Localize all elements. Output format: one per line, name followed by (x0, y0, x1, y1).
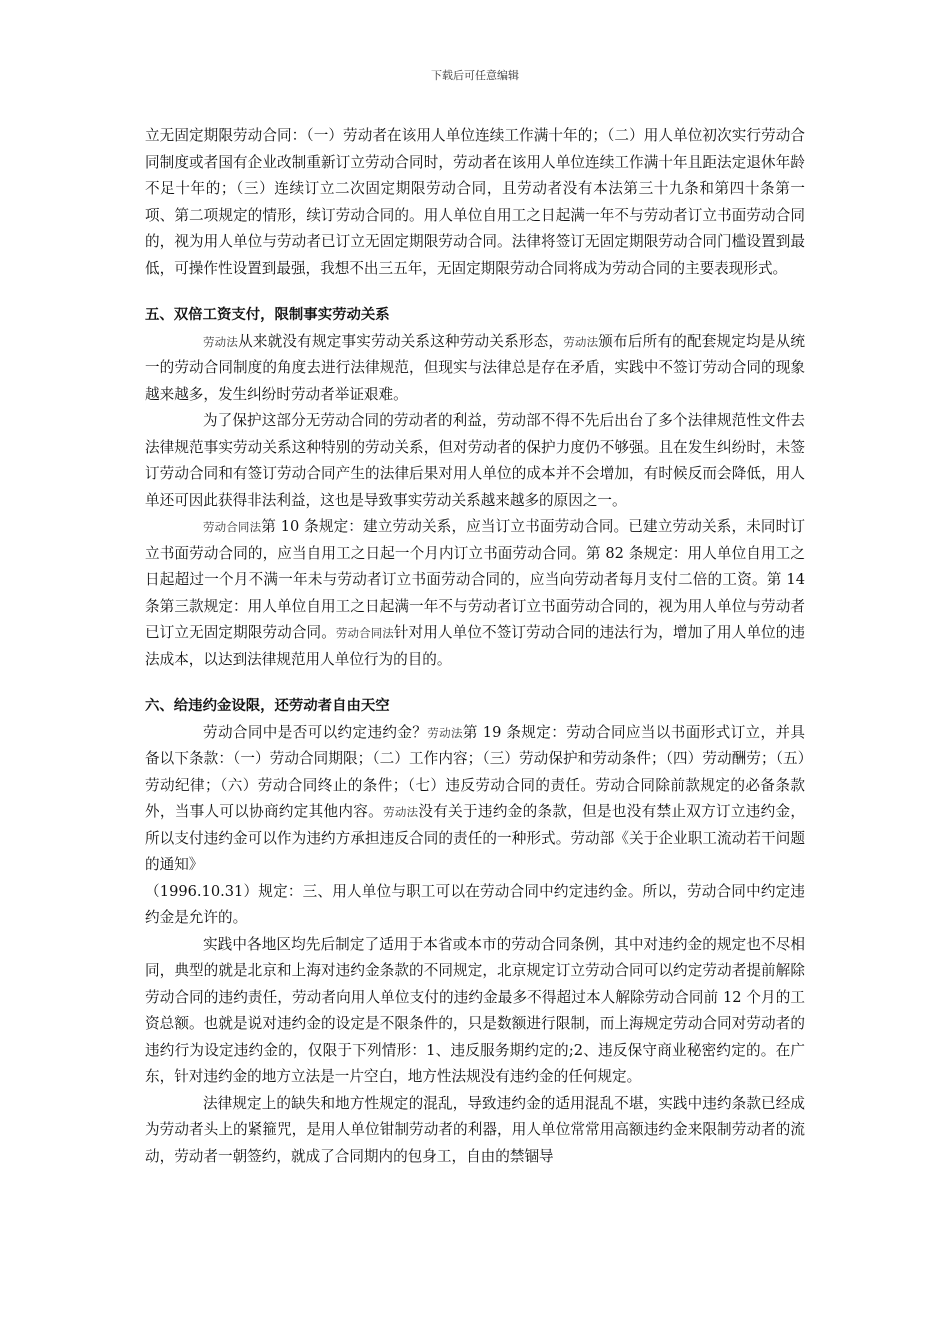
section-heading-5: 五、双倍工资支付，限制事实劳动关系 (145, 307, 390, 323)
paragraph-intro: 立无固定期限劳动合同：（一）劳动者在该用人单位连续工作满十年的；（二）用人单位初次实行劳动合同制度或者国有企业改制重新订立劳动合同时，劳动者在该用人单位连续工作满十年且距法定退休年龄不足十年的；（三）连续订立二次固定期限劳动合同，且劳动者没有本法第三十九条和第四十条第一项、第二项规定的情形，续订劳动合同的。用人单位自用工之日起满一年不与劳动者订立书面劳动合同的，视为用人单位与劳动者已订立无固定期限劳动合同。法律将签订无固定期限劳动合同门槛设置到最低，可操作性设置到最强，我想不出三五年，无固定期限劳动合同将成为劳动合同的主要表现形式。 (145, 127, 805, 277)
section5-paragraph-2: 为了保护这部分无劳动合同的劳动者的利益，劳动部不得不先后出台了多个法律规范性文件去法律规范事实劳动关系这种特别的劳动关系，但对劳动者的保护力度仍不够强。且在发生纠纷时，未签订劳动合同和有签订劳动合同产生的法律后果对用人单位的成本并不会增加，有时候反而会降低，用人单还可因此获得非法利益，这也是导致事实劳动关系越来越多的原因之一。 (145, 412, 805, 509)
text-run: 针对用人单位不签订劳动合同的违法行为，增加了用人单位的违法成本，以达到法律规范用人单位行为的目的。 (145, 624, 805, 668)
law-name: 劳动合同法 (335, 626, 394, 640)
document-body (145, 123, 805, 1170)
section-heading-6: 六、给违约金设限，还劳动者自由天空 (145, 698, 390, 714)
section5-paragraph-3 (145, 514, 805, 673)
page-header: 下载后可任意编辑 (431, 69, 519, 82)
text-run: 劳动合同中是否可以约定违约金？ (203, 723, 428, 741)
law-name: 劳动法 (427, 725, 463, 740)
text-run: （1996.10.31）规定：三、用人单位与职工可以在劳动合同中约定违约金。所以，劳动合同中约定违约金是允许的。 (145, 882, 805, 926)
law-name: 劳动法 (203, 334, 239, 349)
text-run: 从来就没有规定事实劳动关系这种劳动关系形态， (238, 332, 564, 350)
text-run: 第 10 条规定：建立劳动关系，应当订立书面劳动合同。已建立劳动关系，未同时订立书面劳动合同的，应当自用工之日起一个月内订立书面劳动合同。第 82 条规定：用人单位自用工之日起超过一个月不满一年未与劳动者订立书面劳动合同的，应当向劳动者每月支付二倍的工资。第 14 条第三款规定：用人单位自用工之日起满一年不与劳动者订立书面劳动合同的，视为用人单位与劳动者已订立无固定期限劳动合同。 (145, 518, 805, 641)
text-run: 没有关于违约金的条款，但是也没有禁止双方订立违约金，所以支付违约金可以作为违约方承担违反合同的责任的一种形式。劳动部《关于企业职工流动若干问题的通知》 (145, 803, 805, 873)
section6-paragraph-1 (145, 720, 805, 932)
section6-paragraph-2: 实践中各地区均先后制定了适用于本省或本市的劳动合同条例，其中对违约金的规定也不尽相同，典型的就是北京和上海对违约金条款的不同规定，北京规定订立劳动合同可以约定劳动者提前解除劳动合同的违约责任，劳动者向用人单位支付的违约金最多不得超过本人解除劳动合同前 12 个月的工资总额。也就是说对违约金的设定是不限条件的，只是数额进行限制，而上海规定劳动合同对劳动者的违约行为设定违约金的，仅限于下列情形：1、违反服务期约定的;2、违反保守商业秘密约定的。在广东，针对违约金的地方立法是一片空白，地方性法规没有违约金的任何规定。 (145, 935, 805, 1085)
section5-paragraph-1 (145, 329, 805, 409)
law-name: 劳动法 (563, 334, 599, 349)
text-run: 颁布后所有的配套规定均是从统一的劳动合同制度的角度去进行法律规范，但现实与法律总是存在矛盾，实践中不签订劳动合同的现象越来越多，发生纠纷时劳动者举证艰难。 (145, 332, 805, 403)
law-name: 劳动合同法 (203, 520, 262, 534)
text-run: 第 19 条规定：劳动合同应当以书面形式订立，并具备以下条款：（一）劳动合同期限；（二）工作内容；（三）劳动保护和劳动条件；（四）劳动酬劳；（五）劳动纪律；（六）劳动合同终止的条件；（七）违反劳动合同的责任。劳动合同除前款规定的必备条款外，当事人可以协商约定其他内容。 (145, 723, 805, 820)
section6-paragraph-3: 法律规定上的缺失和地方性规定的混乱，导致违约金的适用混乱不堪，实践中违约条款已经成为劳动者头上的紧箍咒，是用人单位钳制劳动者的利器，用人单位常常用高额违约金来限制劳动者的流动，劳动者一朝签约，就成了合同期内的包身工，自由的禁锢导 (145, 1094, 805, 1165)
law-name: 劳动法 (383, 805, 419, 819)
